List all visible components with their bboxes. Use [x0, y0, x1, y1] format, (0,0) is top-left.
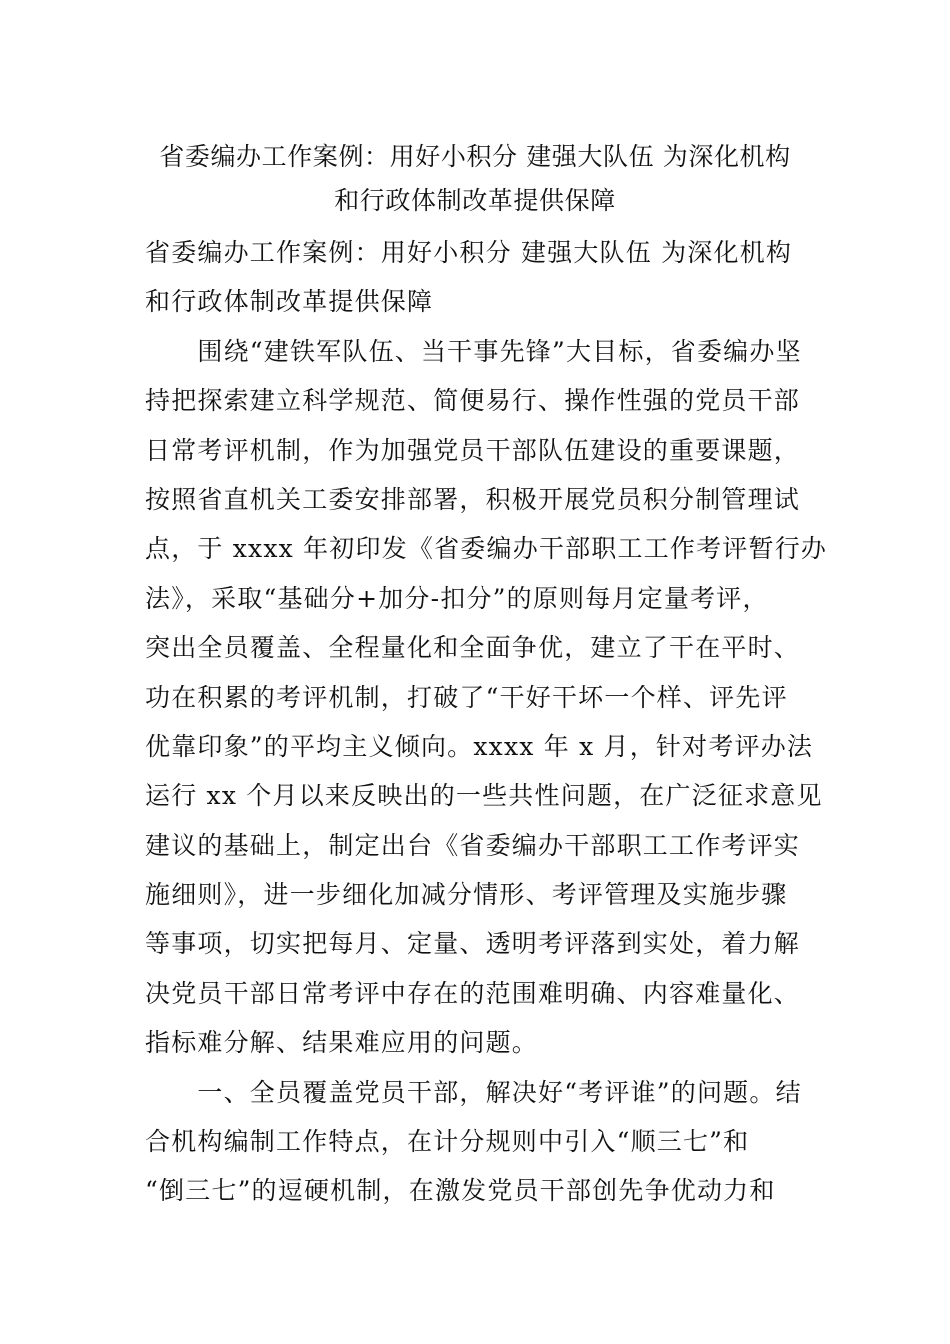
- paragraph-1-line: 法》，采取“基础分+加分-扣分”的原则每月定量考评，: [145, 583, 769, 613]
- paragraph-1-line: 指标难分解、结果难应用的问题。: [145, 1028, 539, 1058]
- paragraph-1-line: 施细则》，进一步细化加减分情形、考评管理及实施步骤: [145, 880, 788, 910]
- title-line-1: 省委编办工作案例：用好小积分 建强大队伍 为深化机构: [159, 142, 791, 171]
- paragraph-1-line: 突出全员覆盖、全程量化和全面争优，建立了干在平时、: [145, 633, 801, 663]
- paragraph-1-line: 决党员干部日常考评中存在的范围难明确、内容难量化、: [145, 978, 801, 1008]
- paragraph-1-line: 等事项，切实把每月、定量、透明考评落到实处，着力解: [145, 929, 801, 959]
- repeated-title-line-2: 和行政体制改革提供保障: [145, 287, 434, 317]
- paragraph-1-line: 功在积累的考评机制，打破了“干好干坏一个样、评先评: [145, 682, 788, 712]
- repeated-title-line-1: 省委编办工作案例：用好小积分 建强大队伍 为深化机构: [145, 238, 793, 267]
- paragraph-1-line: 日常考评机制，作为加强党员干部队伍建设的重要课题，: [145, 435, 801, 465]
- paragraph-1-line: 运行 xx 个月以来反映出的一些共性问题，在广泛征求意见: [145, 781, 823, 811]
- title-line-2: 和行政体制改革提供保障: [334, 186, 616, 215]
- paragraph-2-line: “倒三七”的逗硬机制，在激发党员干部创先争优动力和: [145, 1176, 776, 1206]
- paragraph-1-line: 持把探索建立科学规范、简便易行、操作性强的党员干部: [145, 386, 801, 416]
- paragraph-2-line: 一、全员覆盖党员干部，解决好“考评谁”的问题。结: [145, 1077, 802, 1107]
- paragraph-1-line: 按照省直机关工委安排部署，积极开展党员积分制管理试: [145, 484, 801, 514]
- document-title: [145, 135, 805, 223]
- paragraph-1-line: 建议的基础上，制定出台《省委编办干部职工工作考评实: [145, 830, 801, 860]
- document-body: [145, 228, 828, 1216]
- paragraph-1-line: 围绕“建铁军队伍、当干事先锋”大目标，省委编办坚: [145, 336, 802, 366]
- paragraph-2-line: 合机构编制工作特点，在计分规则中引入“顺三七”和: [145, 1127, 750, 1157]
- paragraph-1-line: 点，于 xxxx 年初印发《省委编办干部职工工作考评暂行办: [145, 534, 828, 564]
- paragraph-1-line: 优靠印象”的平均主义倾向。xxxx 年 x 月，针对考评办法: [145, 731, 814, 761]
